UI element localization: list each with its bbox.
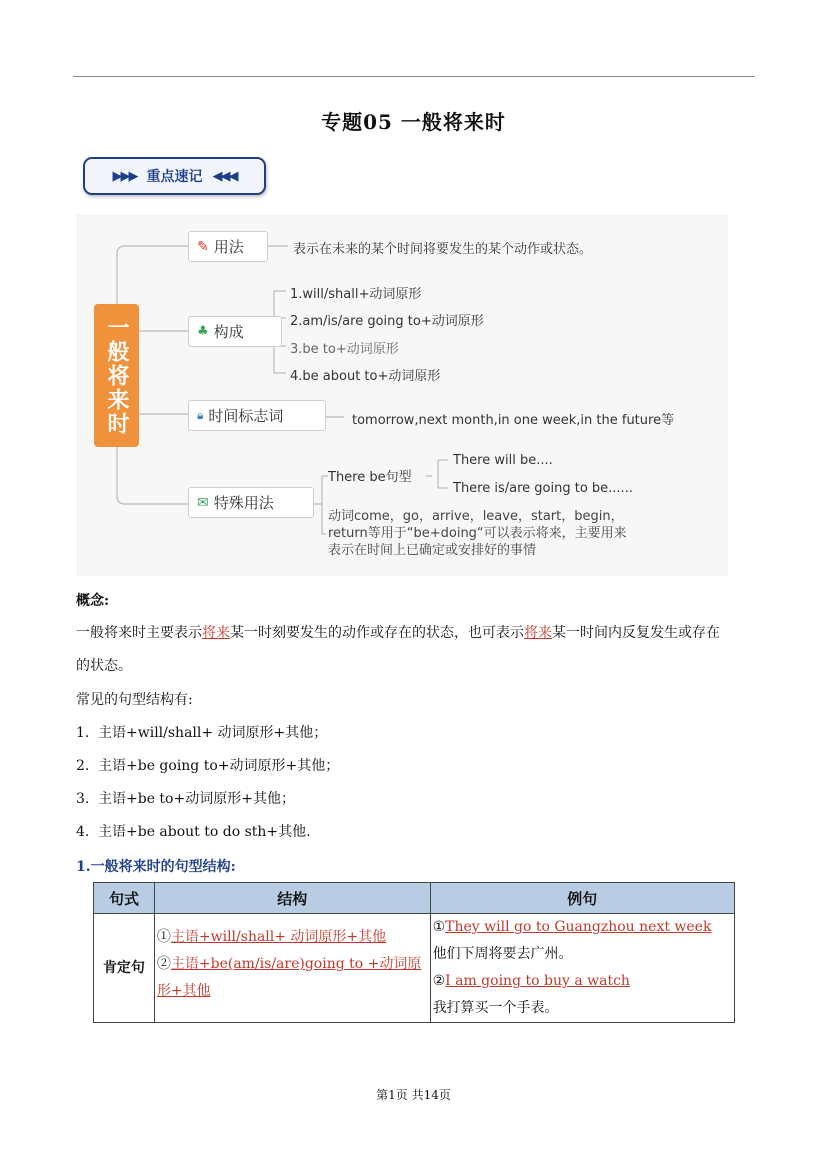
example-sentence: They will go to Guangzhou next week — [445, 919, 712, 935]
example-zh: 我打算买一个手表。 — [432, 1000, 559, 1016]
structure-formula: 主语+will/shall+ 动词原形+其他 — [170, 929, 387, 945]
example-zh: 他们下周将要去广州。 — [432, 946, 573, 962]
table-header: 结构 — [154, 883, 430, 914]
usage-label: 用法 — [213, 238, 244, 256]
there-be-item: There is/are going to be...... — [453, 481, 633, 496]
structure-formula: 主语+be(am/is/are)going to +动词原形+其他 — [156, 956, 422, 999]
pattern-number: 2. — [76, 758, 90, 774]
special-note-line: 表示在时间上已确定或安排好的事情 — [328, 543, 537, 558]
left-arrows-icon: ◀◀◀ — [212, 168, 237, 184]
circled-number: ② — [156, 956, 171, 972]
pattern-text: 主语+be about to do sth+其他. — [98, 824, 311, 840]
patterns-intro: 常见的句型结构有: — [76, 692, 193, 708]
example-sentence: I am going to buy a watch — [445, 973, 630, 989]
time-words-label: 时间标志词 — [208, 407, 284, 425]
envelope-icon: ✉ — [197, 494, 209, 511]
mind-map-root: 一般将来时 — [94, 304, 139, 447]
table-header: 例句 — [430, 883, 734, 914]
pattern-number: 3. — [76, 791, 90, 807]
example-en — [433, 914, 732, 941]
sentence-structure-table — [93, 882, 735, 1023]
sentence-type: 肯定句 — [102, 959, 145, 976]
there-be-item: There will be.... — [453, 453, 553, 468]
sentence-type-cell — [94, 914, 155, 1023]
structure-item: 4.be about to+动词原形 — [290, 369, 441, 384]
header-rule — [73, 76, 755, 77]
circled-number: ② — [432, 973, 446, 989]
page-footer: 第1页 共14页 — [376, 1088, 451, 1102]
pattern-text: 主语+be going to+动词原形+其他； — [98, 758, 340, 774]
table-header: 句式 — [94, 883, 155, 914]
pattern-item — [76, 723, 327, 743]
special-note — [328, 508, 627, 559]
structure-cell — [154, 914, 430, 1023]
pattern-item — [76, 789, 295, 809]
structure-item: 1.will/shall+动词原形 — [290, 287, 422, 302]
concept-heading: 概念: — [76, 593, 110, 609]
special-note-line: 动词come，go，arrive，leave，start，begin， — [328, 509, 624, 524]
pattern-text: 主语+will/shall+ 动词原形+其他； — [98, 725, 328, 741]
table-row — [94, 914, 735, 1023]
example-cell — [430, 914, 734, 1023]
usage-text: 表示在未来的某个时间将要发生的某个动作或状态。 — [293, 242, 593, 257]
usage-node — [188, 231, 268, 262]
concept-text: 一般将来时主要表示 — [76, 625, 202, 641]
badge-label: 重点速记 — [146, 169, 203, 185]
pattern-text: 主语+be to+动词原形+其他； — [98, 791, 295, 807]
structure-item: 2.am/is/are going to+动词原形 — [290, 314, 484, 329]
special-usage-node — [188, 487, 314, 518]
concept-paragraph — [76, 623, 720, 643]
example-en — [433, 968, 732, 995]
page-title: 专题05 一般将来时 — [321, 110, 506, 134]
concept-highlight: 将来 — [524, 625, 552, 641]
pattern-item — [76, 822, 311, 842]
structure-item: 3.be to+动词原形 — [290, 342, 399, 357]
circled-number: ① — [156, 929, 171, 945]
concept-text: 某一时刻要发生的动作或存在的状态，也可表示 — [230, 625, 524, 641]
pattern-item — [76, 756, 339, 776]
people-icon: ♣ — [197, 324, 209, 339]
structure-line — [157, 924, 428, 951]
concept-text: 某一时间内反复发生或存在 — [552, 625, 720, 641]
time-words-text: tomorrow,next month,in one week,in the future等 — [352, 413, 675, 428]
special-note-line: return等用于“be+doing“可以表示将来，主要用来 — [328, 526, 627, 541]
structure-node — [188, 316, 282, 347]
section-heading: 1.一般将来时的句型结构: — [76, 859, 236, 875]
pattern-number: 4. — [76, 824, 90, 840]
special-usage-label: 特殊用法 — [213, 494, 274, 512]
structure-label: 构成 — [213, 323, 244, 341]
table-header-row — [94, 883, 735, 914]
pencil-icon: ✎ — [197, 238, 209, 255]
pattern-number: 1. — [76, 725, 90, 741]
mind-map — [76, 214, 728, 576]
lock-icon: 🔒︎ — [197, 408, 204, 422]
there-be-label: There be句型 — [328, 470, 412, 485]
time-words-node — [188, 400, 326, 431]
right-arrows-icon: ▶▶▶ — [112, 168, 137, 184]
concept-highlight: 将来 — [202, 625, 230, 641]
key-points-badge — [83, 157, 266, 195]
concept-paragraph-end: 的状态。 — [76, 658, 132, 674]
structure-line — [157, 951, 428, 1005]
circled-number: ① — [432, 919, 446, 935]
